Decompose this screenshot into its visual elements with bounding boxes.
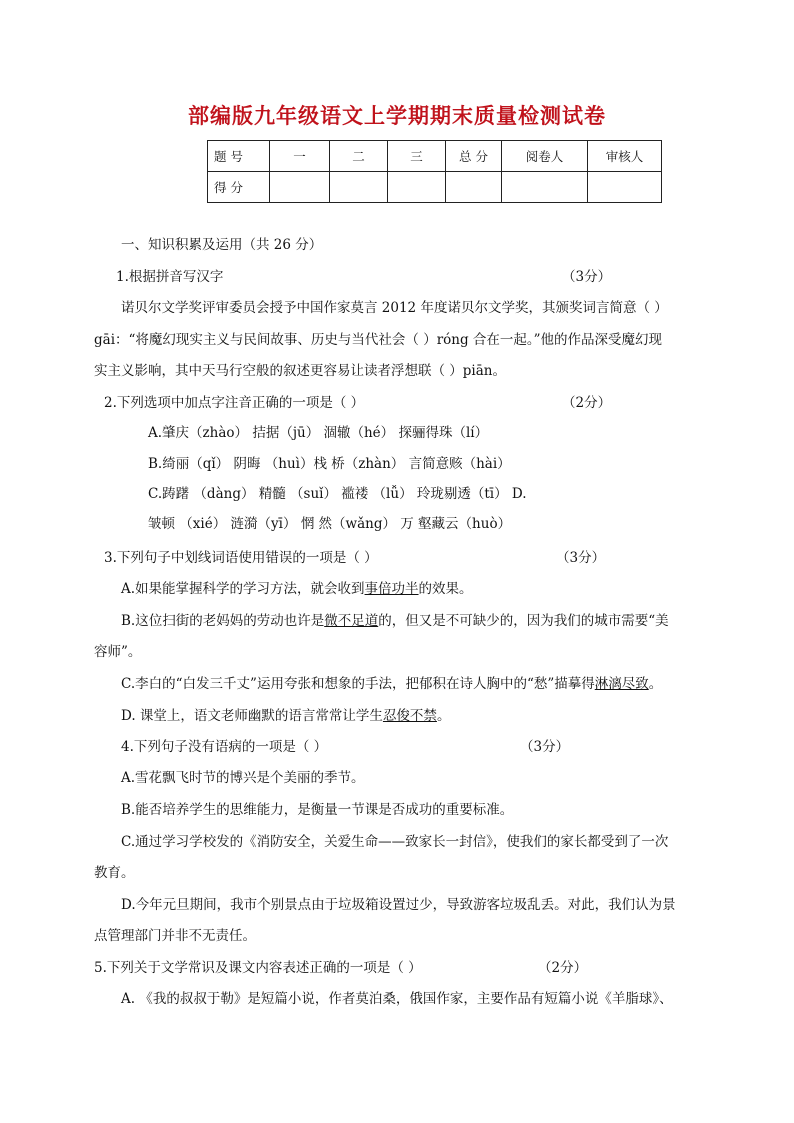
table-header-cell: 审核人	[588, 141, 662, 172]
page-title: 部编版九年级语文上学期期末质量检测试卷	[188, 104, 606, 128]
question-2-option: C.踌躇 （dàng） 精髓 （suǐ） 褴褛 （lǚ） 玲珑剔透（tī） D.	[148, 486, 527, 502]
score-cell[interactable]	[330, 172, 388, 203]
question-5-stem: 5.下列关于文学常识及课文内容表述正确的一项是（ ）	[94, 960, 422, 976]
question-1-line: gāi：“将魔幻现实主义与民间故事、历史与当代社会（ ）róng 合在一起。”他的作品深受魔幻现	[94, 332, 663, 348]
question-1-line: 实主义影响，其中天马行空般的叙述更容易让读者浮想联（ ）piān。	[94, 363, 506, 379]
table-header-cell: 三	[388, 141, 446, 172]
question-2-option: 皱顿 （xié） 涟漪（yī） 惘 然（wǎng） 万 壑藏云（huò）	[148, 516, 512, 532]
question-3-stem: 3.下列句子中划线词语使用错误的一项是（ ）	[104, 550, 378, 566]
score-cell[interactable]	[270, 172, 330, 203]
score-cell[interactable]	[446, 172, 502, 203]
question-1-score: （3分）	[562, 269, 612, 285]
question-3-option-c: C.李白的“白发三千丈”运用夸张和想象的手法，把郁积在诗人胸中的“愁”描摹得淋漓尽致。	[121, 676, 663, 692]
question-3-score: （3分）	[556, 550, 606, 566]
section-heading: 一、知识积累及运用（共 26 分）	[121, 237, 323, 253]
question-5-option: A. 《我的叔叔于勒》是短篇小说，作者莫泊桑，俄国作家，主要作品有短篇小说《羊脂球》、	[121, 991, 673, 1007]
question-4-option: B.能否培养学生的思维能力，是衡量一节课是否成功的重要标准。	[121, 802, 514, 818]
table-header-cell: 题 号	[208, 141, 270, 172]
question-4-option-cont: 点管理部门并非不无责任。	[94, 928, 256, 944]
question-4-option: D.今年元旦期间，我市个别景点由于垃圾箱设置过少，导致游客垃圾乱丢。对此，我们认为景	[121, 897, 676, 913]
score-cell[interactable]	[388, 172, 446, 203]
table-row-label: 得 分	[208, 172, 270, 203]
score-cell[interactable]	[588, 172, 662, 203]
underlined-phrase: 事倍功半	[364, 581, 419, 597]
question-2-option: A.肇庆（zhào） 拮据（jū） 涸辙（hé） 探骊得珠（lí）	[148, 425, 489, 441]
table-header-cell: 总 分	[446, 141, 502, 172]
underlined-phrase: 淋漓尽致	[594, 676, 649, 692]
question-3-option-b-cont: 容师”。	[94, 644, 142, 660]
underlined-phrase: 忍俊不禁	[382, 708, 437, 724]
question-4-option: C.通过学习学校发的《消防安全，关爱生命——致家长一封信》，使我们的家长都受到了一次	[121, 834, 669, 850]
question-4-stem: 4.下列句子没有语病的一项是（ ）	[121, 739, 328, 755]
question-2-score: （2分）	[562, 395, 612, 411]
question-2-option: B.绮丽（qǐ） 阴晦 （huì）栈 桥（zhàn） 言简意赅（hài）	[148, 456, 511, 472]
question-2-stem: 2.下列选项中加点字注音正确的一项是（ ）	[104, 395, 365, 411]
question-4-option-cont: 教育。	[94, 865, 135, 881]
question-4-option: A.雪花飘飞时节的博兴是个美丽的季节。	[121, 770, 365, 786]
question-1-stem: 1.根据拼音写汉字	[116, 269, 224, 285]
question-3-option-d: D. 课堂上，语文老师幽默的语言常常让学生忍俊不禁。	[121, 708, 451, 724]
question-3-option-a: A.如果能掌握科学的学习方法，就会收到事倍功半的效果。	[121, 581, 473, 597]
score-table-header-row	[208, 141, 662, 172]
underlined-phrase: 微不足道	[324, 613, 379, 629]
question-5-score: （2分）	[538, 960, 588, 976]
question-1-line: 诺贝尔文学奖评审委员会授予中国作家莫言 2012 年度诺贝尔文学奖，其颁奖词言简意（ ）	[121, 300, 668, 316]
question-3-option-b: B.这位扫街的老妈妈的劳动也许是微不足道的，但又是不可缺少的，因为我们的城市需要“美	[121, 613, 669, 629]
score-table	[207, 140, 662, 203]
table-header-cell: 阅卷人	[502, 141, 588, 172]
score-table-score-row	[208, 172, 662, 203]
question-4-score: （3分）	[520, 739, 570, 755]
score-cell[interactable]	[502, 172, 588, 203]
table-header-cell: 一	[270, 141, 330, 172]
table-header-cell: 二	[330, 141, 388, 172]
